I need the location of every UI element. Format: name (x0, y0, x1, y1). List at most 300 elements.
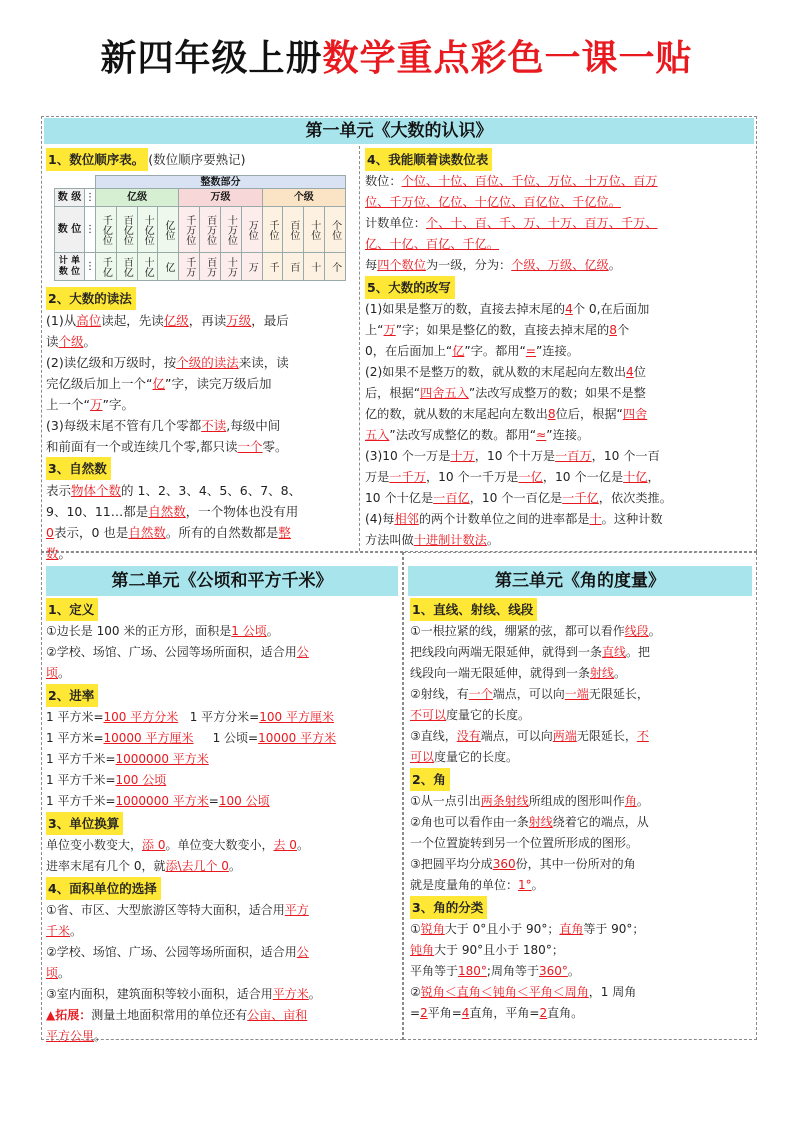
text-fragment: 。 (567, 964, 580, 978)
text-fragment: 。 (608, 258, 621, 272)
text-line (410, 684, 754, 705)
text-line (365, 383, 753, 404)
section-title: 2、角 (410, 768, 450, 791)
highlighted-term: 亿 (152, 376, 165, 391)
text-fragment: 和前面有一个或连续几个零,都只读 (46, 439, 238, 454)
section-title: 4、我能顺着读数位表 (365, 148, 492, 171)
text-fragment: 。 (531, 878, 544, 892)
text-fragment: 10 个十亿是 (365, 491, 434, 505)
text-fragment: ”字；如果是整亿的数，直接去掉末尾的 (395, 323, 610, 337)
table-int-part: 整数部分 (96, 176, 346, 189)
text-fragment: 份，其中一份所对的角 (515, 857, 636, 871)
table-unit-label: 计 单 数 位 (55, 253, 85, 281)
highlighted-term: 360 (492, 857, 516, 871)
unit2-body (46, 598, 400, 1047)
unit2-header: 第二单元《公顷和平方千米》 (46, 566, 398, 596)
text-fragment: ”法改写成整万的数；如果不是整 (468, 386, 646, 400)
text-fragment: ②角也可以看作由一条 (410, 815, 529, 829)
text-line (410, 705, 754, 726)
text-fragment: ， (647, 470, 660, 484)
highlighted-term: 位、千万位、亿位、十亿位、百亿位、千亿位。 (365, 195, 621, 209)
title-part-black: 新四年级上册 (100, 38, 323, 79)
highlighted-term: 四个数位 (377, 258, 426, 272)
text-fragment: 。 (70, 924, 83, 938)
highlighted-term: 360° (538, 964, 568, 978)
text-fragment: (2)如果不是整万的数，就从数的末尾起向左数出 (365, 365, 627, 379)
text-fragment: ③直线， (410, 729, 457, 743)
text-fragment: 。 (58, 546, 72, 561)
text-line (46, 1005, 400, 1026)
text-fragment: 上一个“ (46, 397, 90, 412)
highlighted-term: 自然数 (128, 525, 166, 540)
highlighted-term: 自然数 (148, 504, 186, 519)
text-fragment: 为一级，分为： (425, 258, 512, 272)
text-line (46, 480, 356, 501)
highlighted-term: 一千亿 (562, 491, 599, 505)
text-fragment: 表示，0 也是 (53, 525, 129, 540)
table-digit-cell: 十亿位 (137, 207, 158, 253)
table-dots: ⋮ (85, 189, 96, 207)
unit3-body (410, 598, 754, 1024)
highlighted-term: 顷 (46, 666, 59, 680)
text-fragment: 平角= (427, 1006, 462, 1020)
highlighted-term: 锐角＜直角＜钝角＜平角＜周角 (420, 985, 589, 999)
text-fragment: 所组成的图形叫作 (528, 794, 625, 808)
text-fragment: 。 (486, 533, 500, 547)
text-line (46, 963, 400, 984)
highlighted-term: 一百万 (555, 449, 592, 463)
table-digit-cell: 十万位 (220, 207, 241, 253)
highlighted-term: 高位 (76, 313, 102, 328)
highlighted-term: 1 公顷 (231, 624, 267, 638)
highlighted-term: 一端 (564, 687, 589, 701)
highlighted-term: 100 平方分米 (103, 710, 179, 724)
text-fragment: 无限延长， (588, 687, 649, 701)
text-line (365, 446, 753, 467)
page-title (0, 30, 793, 81)
section-title: 3、单位换算 (46, 812, 123, 835)
text-line (410, 812, 754, 833)
text-fragment: 大于 0°且小于 90°； (444, 922, 560, 936)
table-unit-cell: 十万 (220, 253, 241, 281)
text-fragment: 。 (266, 624, 279, 638)
text-line (365, 234, 753, 255)
table-digit-cell: 百位 (283, 207, 304, 253)
text-line (365, 213, 753, 234)
text-fragment: 来读，读 (238, 355, 289, 370)
text-fragment: 。把 (626, 645, 651, 659)
section-title: 3、角的分类 (410, 896, 487, 919)
text-fragment: ②学校、场馆、广场、公园等场所面积，适合用 (46, 645, 297, 659)
text-fragment: 测量土地面积常用的单位还有 (91, 1008, 248, 1022)
text-fragment: 万是 (365, 470, 390, 484)
text-line (46, 749, 400, 770)
highlighted-term: 亿、十亿、百亿、千亿。 (365, 237, 500, 251)
text-fragment: 完亿级后加上一个“ (46, 376, 153, 391)
text-fragment: ① (410, 922, 421, 936)
text-fragment: 进率末尾有几个 0，就 (46, 859, 166, 873)
section-title: 1、直线、射线、线段 (410, 598, 537, 621)
table-dots: ⋮ (85, 253, 96, 281)
text-fragment: ”字。 (102, 397, 134, 412)
text-fragment: ①省、市区、大型旅游区等特大面积，适合用 (46, 903, 285, 917)
text-fragment: 亿的数，就从数的末尾起向左数出 (365, 407, 548, 421)
text-line (410, 663, 754, 684)
highlighted-term: 2 (539, 1006, 548, 1020)
table-unit-cell: 十亿 (137, 253, 158, 281)
table-dots: ⋮ (85, 207, 96, 253)
text-fragment: 0，在后面加上“ (365, 344, 453, 358)
table-unit-cell: 百 (283, 253, 304, 281)
text-line (46, 436, 356, 457)
highlighted-term: 一亿 (518, 470, 543, 484)
section-title: 3、自然数 (46, 457, 111, 480)
table-level-wan: 万级 (179, 189, 262, 207)
text-fragment: ”连接。 (546, 428, 590, 442)
highlighted-term: 8 (609, 323, 617, 337)
unit3-header: 第三单元《角的度量》 (408, 566, 752, 596)
text-fragment: ，10 个一百 (591, 449, 660, 463)
text-fragment: 数位： (365, 174, 402, 188)
table-level-ge: 个级 (262, 189, 345, 207)
text-fragment: 。 (648, 624, 661, 638)
highlighted-term: 万 (89, 397, 103, 412)
text-line (46, 791, 400, 812)
text-line (365, 171, 753, 192)
text-fragment: ①边长是 100 米的正方形，面积是 (46, 624, 232, 638)
text-fragment: 大于 90°且小于 180°； (434, 943, 564, 957)
table-unit-cell: 百万 (200, 253, 221, 281)
highlighted-term: 不读 (201, 418, 227, 433)
text-line (365, 509, 753, 530)
text-line (46, 352, 356, 373)
text-line (46, 663, 400, 684)
unit1-header: 第一单元《大数的认识》 (44, 118, 754, 144)
highlighted-term: 个级、万级、亿级 (511, 258, 609, 272)
unit1-left (46, 148, 356, 564)
section-title: 1、数位顺序表。 (46, 148, 148, 171)
text-line (46, 621, 400, 642)
text-fragment: 的 1、2、3、4、5、6、7、8、 (121, 483, 302, 498)
highlighted-term: 个位、十位、百位、千位、万位、十万位、百万 (401, 174, 658, 188)
highlighted-term: 0 (46, 525, 54, 540)
text-line (410, 854, 754, 875)
text-line (46, 942, 400, 963)
title-part-red: 数学重点彩色一课一贴 (322, 38, 693, 79)
highlighted-term: 添 0 (142, 838, 166, 852)
highlighted-term: 直线 (602, 645, 627, 659)
highlighted-term: 10000 平方厘米 (103, 731, 194, 745)
highlighted-term: 万级 (226, 313, 252, 328)
text-fragment: ①从一点引出 (410, 794, 481, 808)
text-fragment: 一个位置旋转到另一个位置所形成的图形。 (410, 836, 639, 850)
unit1-divider (359, 146, 360, 551)
table-unit-cell: 千 (262, 253, 283, 281)
highlighted-term: 两条射线 (480, 794, 529, 808)
text-fragment: 上“ (365, 323, 384, 337)
text-fragment: 1 平方千米= (46, 773, 116, 787)
text-line (46, 900, 400, 921)
highlighted-term: 两端 (552, 729, 577, 743)
highlighted-term: 不可以 (410, 708, 447, 722)
text-fragment: 读 (46, 334, 59, 349)
text-fragment: 无限延长， (576, 729, 637, 743)
text-line (410, 940, 754, 961)
table-unit-cell: 个 (325, 253, 346, 281)
text-fragment: 绕着它的端点，从 (552, 815, 649, 829)
text-fragment: 位 (633, 365, 646, 379)
text-fragment: ，10 个一百亿是 (469, 491, 563, 505)
text-fragment: 零。 (262, 439, 288, 454)
text-line (46, 501, 356, 522)
text-fragment: ，1 周角 (588, 985, 637, 999)
text-fragment: (1)如果是整万的数，直接去掉末尾的 (365, 302, 566, 316)
text-fragment: (4)每 (365, 512, 395, 526)
text-fragment: ，再读 (188, 313, 227, 328)
text-fragment: 。 (636, 794, 649, 808)
text-fragment: ①一根拉紧的线，绷紧的弦，都可以看作 (410, 624, 625, 638)
text-line (46, 373, 356, 394)
text-fragment: 个 0,在后面加 (572, 302, 650, 316)
text-fragment: 端点，可以向 (492, 687, 565, 701)
text-line (365, 530, 753, 551)
text-fragment: 。 (58, 966, 71, 980)
highlighted-term: 1000000 平方米 (115, 794, 209, 808)
text-fragment: 的两个计数单位之间的进率都是 (418, 512, 590, 526)
text-line (46, 835, 400, 856)
highlighted-term: 一个 (468, 687, 493, 701)
text-line (365, 425, 753, 446)
text-fragment: 。 (58, 666, 71, 680)
text-fragment: = (208, 794, 219, 808)
text-line (365, 192, 753, 213)
table-level-yi: 亿级 (96, 189, 179, 207)
highlighted-term: 四舍 (622, 407, 648, 421)
highlighted-term: 没有 (456, 729, 481, 743)
text-fragment: 。 (83, 334, 97, 349)
section-title: 1、定义 (46, 598, 98, 621)
text-fragment: = (410, 1006, 421, 1020)
text-line (365, 467, 753, 488)
highlighted-term: 亿 (452, 344, 465, 358)
text-fragment: 线段向一端无限延伸，就得到一条 (410, 666, 591, 680)
highlighted-term: 十 (589, 512, 602, 526)
highlighted-term: 4 (565, 302, 573, 316)
place-value-table (54, 175, 346, 281)
table-digit-cell: 万位 (241, 207, 262, 253)
text-line (46, 707, 400, 728)
text-line (46, 1026, 400, 1047)
highlighted-term: 十进制计数法 (413, 533, 487, 547)
highlighted-term: 五入 (365, 428, 390, 442)
text-line (410, 833, 754, 854)
highlighted-term: = (525, 344, 536, 358)
section-title: 5、大数的改写 (365, 276, 455, 299)
table-unit-cell: 千万 (179, 253, 200, 281)
text-fragment: ▲拓展： (46, 1008, 92, 1022)
text-fragment: 计数单位： (365, 216, 426, 230)
section-title: 4、面积单位的选择 (46, 877, 161, 900)
text-fragment: ,每级中间 (226, 418, 281, 433)
text-fragment: ，一个物体也没有用 (185, 504, 299, 519)
text-line (46, 856, 400, 877)
highlighted-term: 射线 (528, 815, 553, 829)
text-line (365, 320, 753, 341)
table-unit-cell: 十 (304, 253, 325, 281)
text-fragment: 位后，根据“ (555, 407, 623, 421)
text-line (410, 726, 754, 747)
highlighted-term: 添\去几个 0 (165, 859, 229, 873)
text-fragment: 直角。 (547, 1006, 584, 1020)
highlighted-term: 钝角 (410, 943, 435, 957)
highlighted-term: 4 (461, 1006, 470, 1020)
text-line (46, 331, 356, 352)
text-line (410, 747, 754, 768)
highlighted-term: 一百亿 (433, 491, 470, 505)
highlighted-term: 物体个数 (71, 483, 122, 498)
text-fragment: ，依次类推。 (598, 491, 672, 505)
highlighted-term: 数 (46, 546, 59, 561)
text-fragment: ②学校、场馆、广场、公园等场所面积，适合用 (46, 945, 297, 959)
section-title: 2、进率 (46, 684, 98, 707)
text-line (46, 394, 356, 415)
text-fragment: 把线段向两端无限延伸，就得到一条 (410, 645, 603, 659)
highlighted-term: 万 (383, 323, 396, 337)
text-fragment: ，最后 (251, 313, 289, 328)
text-line (46, 415, 356, 436)
table-digit-cell: 亿位 (158, 207, 179, 253)
text-line (365, 404, 753, 425)
text-line (410, 919, 754, 940)
text-fragment: (3)每级末尾不管有几个零都 (46, 418, 202, 433)
highlighted-term: 一个 (237, 439, 263, 454)
text-fragment: 。 (228, 859, 241, 873)
highlighted-term: 个、十、百、千、万、十万、百万、千万、 (425, 216, 658, 230)
text-fragment: ，10 个十万是 (474, 449, 556, 463)
text-fragment: ”连接。 (536, 344, 579, 358)
text-fragment: 度量它的长度。 (446, 708, 531, 722)
text-fragment: ，10 个一千万是 (425, 470, 519, 484)
highlighted-term: 100 公顷 (218, 794, 270, 808)
table-digit-cell: 千亿位 (96, 207, 117, 253)
text-line (365, 341, 753, 362)
text-fragment: 就是度量角的单位： (410, 878, 519, 892)
text-fragment: 方法叫做 (365, 533, 414, 547)
table-unit-cell: 千亿 (96, 253, 117, 281)
text-line (365, 255, 753, 276)
text-line (410, 642, 754, 663)
highlighted-term: 一千万 (389, 470, 426, 484)
text-fragment: 。单位变大数变小， (165, 838, 274, 852)
highlighted-term: 180° (458, 964, 487, 978)
text-fragment: 表示 (46, 483, 72, 498)
text-fragment: (2)读亿级和万级时，按 (46, 355, 177, 370)
text-fragment: ;周角等于 (486, 964, 539, 978)
text-fragment: 。 (308, 987, 321, 1001)
text-fragment: 9、10、11…都是 (46, 504, 149, 519)
highlighted-term: 锐角 (420, 922, 445, 936)
unit1-right (365, 148, 753, 551)
text-line (365, 362, 753, 383)
text-fragment: ②射线，有 (410, 687, 469, 701)
section-title: 2、大数的读法 (46, 287, 136, 310)
text-line (410, 982, 754, 1003)
table-digit-cell: 百万位 (200, 207, 221, 253)
highlighted-term: 100 平方厘米 (259, 710, 334, 724)
highlighted-term: 整 (278, 525, 291, 540)
highlighted-term: 射线 (590, 666, 615, 680)
highlighted-term: 顷 (46, 966, 59, 980)
text-fragment: 1 平方米= (46, 731, 104, 745)
highlighted-term: 亿级 (163, 313, 189, 328)
text-line (365, 299, 753, 320)
text-fragment: 1 平方分米= (189, 710, 260, 724)
table-unit-cell: 亿 (158, 253, 179, 281)
highlighted-term: 个级的读法 (176, 355, 239, 370)
text-fragment: 个 (616, 323, 630, 337)
highlighted-term: 100 公顷 (115, 773, 167, 787)
text-fragment: 端点，可以向 (480, 729, 553, 743)
text-line (365, 488, 753, 509)
text-fragment: 。 (296, 838, 309, 852)
text-fragment: 1 平方千米= (46, 752, 116, 766)
highlighted-term: 相邻 (394, 512, 419, 526)
text-line (46, 310, 356, 331)
text-fragment: 1 平方千米= (46, 794, 116, 808)
highlighted-term: 角 (624, 794, 637, 808)
table-unit-cell: 百亿 (116, 253, 137, 281)
table-digit-cell: 十位 (304, 207, 325, 253)
text-fragment: 1 公顷= (212, 731, 259, 745)
highlighted-term: 四舍五入 (420, 386, 469, 400)
text-line (46, 984, 400, 1005)
highlighted-term: 去 0 (273, 838, 297, 852)
text-fragment: ③把圆平均分成 (410, 857, 493, 871)
highlighted-term: 千米 (46, 924, 71, 938)
text-line (46, 728, 400, 749)
table-digit-label: 数 位 (55, 207, 85, 253)
highlighted-term: 公 (296, 645, 309, 659)
highlighted-term: 十亿 (623, 470, 648, 484)
table-digit-cell: 个位 (325, 207, 346, 253)
text-fragment: 1 平方米= (46, 710, 104, 724)
text-line (46, 522, 356, 543)
text-line (410, 1003, 754, 1024)
text-fragment: 。所有的自然数都是 (165, 525, 279, 540)
text-fragment: 读起，先读 (101, 313, 164, 328)
text-line (46, 770, 400, 791)
text-line (410, 621, 754, 642)
text-line (410, 791, 754, 812)
highlighted-term: 十万 (450, 449, 475, 463)
text-fragment: ② (410, 985, 421, 999)
text-fragment: 直角，平角= (469, 1006, 540, 1020)
highlighted-term: 1000000 平方米 (115, 752, 209, 766)
highlighted-term: 线段 (624, 624, 649, 638)
text-fragment: 每 (365, 258, 378, 272)
text-line (410, 961, 754, 982)
highlighted-term: 公亩、亩和 (247, 1008, 308, 1022)
text-fragment: ”法改写成整亿的数。都用“ (389, 428, 537, 442)
highlighted-term: 8 (547, 407, 556, 421)
highlighted-term: 4 (626, 365, 634, 379)
highlighted-term: 平方米 (272, 987, 309, 1001)
text-fragment: ，10 个一亿是 (542, 470, 624, 484)
text-fragment: 后，根据“ (365, 386, 421, 400)
text-fragment: 平角等于 (410, 964, 459, 978)
highlighted-term: ≈ (536, 428, 547, 442)
highlighted-term: 个级 (58, 334, 84, 349)
